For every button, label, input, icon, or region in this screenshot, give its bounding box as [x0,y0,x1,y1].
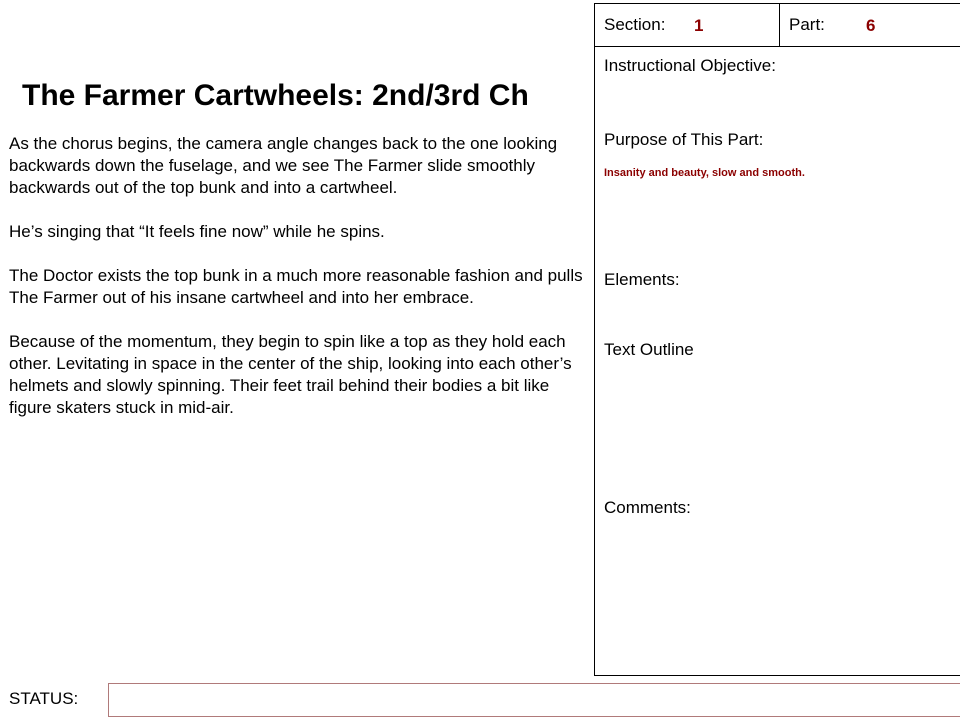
status-label: STATUS: [9,689,79,708]
section-label: Section: [604,15,666,34]
description-paragraph: He’s singing that “It feels fine now” while he spins. [9,222,385,241]
status-field[interactable] [108,683,960,717]
comments-label: Comments: [604,498,691,517]
text-outline-label: Text Outline [604,340,694,359]
storyboard-info-panel [594,3,960,676]
part-cell [780,4,960,46]
section-cell [595,4,780,46]
purpose-text: Insanity and beauty, slow and smooth. [604,167,805,179]
description-paragraph: The Doctor exists the top bunk in a much more reasonable fashion and pulls The Farmer out of his insane cartwheel and into her embrace. [9,266,583,307]
page-title: The Farmer Cartwheels: 2nd/3rd Ch [22,79,529,112]
description-paragraph: As the chorus begins, the camera angle changes back to the one looking backwards down the fuselage, and we see The Farmer slide smoothly backwards out of the top bunk and into a cartwheel. [9,134,558,197]
elements-label: Elements: [604,270,680,289]
purpose-label: Purpose of This Part: [604,130,764,149]
section-value: 1 [694,16,704,35]
part-value: 6 [866,16,876,35]
part-label: Part: [789,15,825,34]
description-paragraph: Because of the momentum, they begin to spin like a top as they hold each other. Levitating in space in the center of the ship, looking into each other’s helmets and slowly spinning. Their feet trail behind their bodies a bit like figure skaters stuck in mid-air. [9,332,572,417]
panel-header-row [595,4,960,47]
script-description [9,133,584,441]
objective-label: Instructional Objective: [604,56,776,75]
